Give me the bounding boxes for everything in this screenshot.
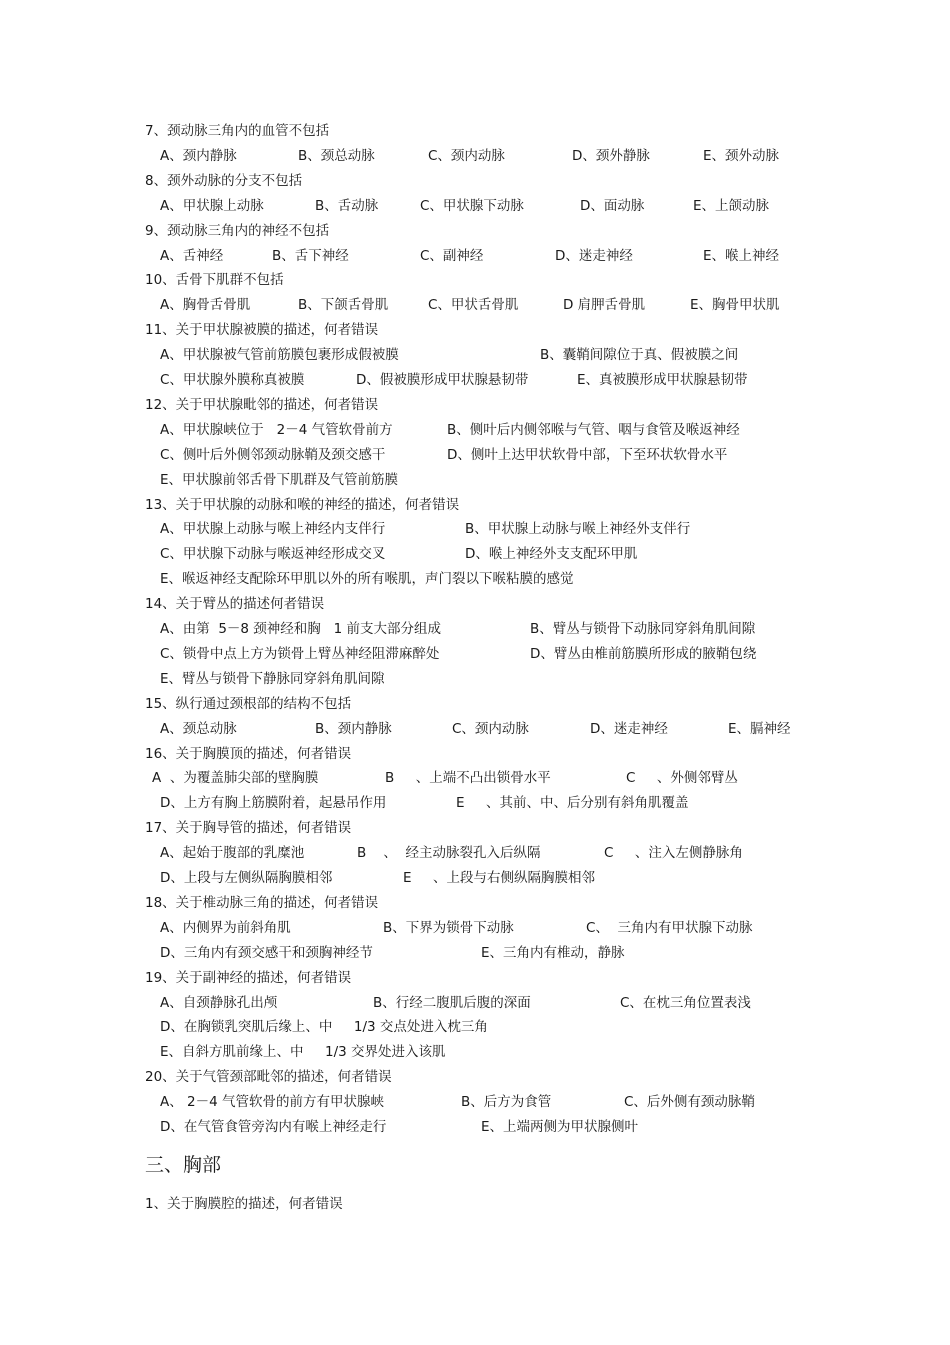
section-title: 三、胸部 [145, 1154, 222, 1176]
question-stem: 12、关于甲状腺毗邻的描述，何者错误 [145, 396, 379, 413]
answer-option: E、喉返神经支配除环甲肌以外的所有喉肌，声门裂以下喉粘膜的感觉 [160, 571, 574, 588]
answer-option: A、甲状腺峡位于 2－4 气管软骨前方 [160, 421, 393, 438]
answer-option: D、三角内有颈交感干和颈胸神经节 [160, 944, 373, 961]
answer-option: B、舌下神经 [272, 247, 349, 264]
answer-option: B 、 经主动脉裂孔入后纵隔 [357, 845, 541, 862]
answer-option: A、自颈静脉孔出颅 [160, 994, 278, 1011]
answer-option: E、自斜方肌前缘上、中 1/3 交界处进入该肌 [160, 1044, 446, 1061]
answer-option: C 、外侧邻臂丛 [626, 770, 738, 787]
answer-option: E 、其前、中、后分别有斜角肌覆盖 [456, 795, 689, 812]
answer-option: B、下颌舌骨肌 [298, 297, 389, 314]
answer-option: B、颈内静脉 [315, 720, 392, 737]
answer-option: B 、上端不凸出锁骨水平 [385, 770, 551, 787]
answer-option: B、后方为食管 [461, 1094, 552, 1111]
question-stem: 16、关于胸膜顶的描述，何者错误 [145, 745, 352, 762]
answer-option: D、在胸锁乳突肌后缘上、中 1/3 交点处进入枕三角 [160, 1019, 488, 1036]
answer-option: A、胸骨舌骨肌 [160, 297, 251, 314]
answer-option: C、侧叶后外侧邻颈动脉鞘及颈交感干 [160, 446, 386, 463]
answer-option: B、臂丛与锁骨下动脉同穿斜角肌间隙 [530, 621, 756, 637]
question-stem: 18、关于椎动脉三角的描述，何者错误 [145, 894, 379, 911]
answer-option: C、颈内动脉 [428, 147, 505, 164]
answer-option: A、甲状腺被气管前筋膜包裹形成假被膜 [160, 347, 399, 364]
answer-option: E、真被膜形成甲状腺悬韧带 [577, 372, 748, 388]
answer-option: E、喉上神经 [703, 247, 780, 264]
answer-option: D、侧叶上达甲状软骨中部，下至环状软骨水平 [447, 446, 728, 463]
answer-option: D、上方有胸上筋膜附着，起悬吊作用 [160, 795, 387, 812]
answer-option: B、甲状腺上动脉与喉上神经外支伴行 [465, 521, 691, 538]
answer-option: B、颈总动脉 [298, 147, 375, 164]
answer-option: D、喉上神经外支支配环甲肌 [465, 546, 638, 563]
question-stem: 13、关于甲状腺的动脉和喉的神经的描述，何者错误 [145, 496, 460, 513]
answer-option: E、臂丛与锁骨下静脉同穿斜角肌间隙 [160, 670, 385, 687]
answer-option: A 、为覆盖肺尖部的壁胸膜 [152, 770, 319, 787]
answer-option: C、甲状腺外膜称真被膜 [160, 372, 305, 388]
answer-option: D、在气管食管旁沟内有喉上神经走行 [160, 1119, 387, 1135]
answer-option: A、 2－4 气管软骨的前方有甲状腺峡 [160, 1094, 384, 1111]
answer-option: B、侧叶后内侧邻喉与气管、咽与食管及喉返神经 [447, 421, 740, 438]
question-stem: 7、颈动脉三角内的血管不包括 [145, 123, 330, 139]
answer-option: C、甲状腺下动脉与喉返神经形成交叉 [160, 546, 386, 563]
answer-option: A、由第 5－8 颈神经和胸 1 前支大部分组成 [160, 621, 442, 637]
answer-option: C、甲状舌骨肌 [428, 297, 519, 314]
answer-option: C、颈内动脉 [452, 720, 529, 737]
answer-option: E、上端两侧为甲状腺侧叶 [481, 1119, 639, 1135]
answer-option: D、面动脉 [580, 197, 645, 214]
answer-option: A、起始于腹部的乳糜池 [160, 845, 305, 862]
answer-option: D、颈外静脉 [572, 147, 650, 164]
question-stem: 20、关于气管颈部毗邻的描述，何者错误 [145, 1069, 392, 1086]
question-stem: 14、关于臂丛的描述何者错误 [145, 596, 325, 613]
answer-option: C、 三角内有甲状腺下动脉 [586, 919, 753, 936]
answer-option: E、胸骨甲状肌 [690, 297, 780, 314]
answer-option: A、舌神经 [160, 247, 224, 264]
answer-option: C、锁骨中点上方为锁骨上臂丛神经阻滞麻醉处 [160, 645, 440, 662]
answer-option: B、舌动脉 [315, 197, 379, 214]
question-stem: 8、颈外动脉的分支不包括 [145, 172, 303, 189]
answer-option: B、行经二腹肌后腹的深面 [373, 994, 531, 1011]
answer-option: A、内侧界为前斜角肌 [160, 919, 291, 936]
answer-option: D、迷走神经 [555, 247, 633, 264]
question-stem: 11、关于甲状腺被膜的描述，何者错误 [145, 322, 379, 339]
answer-option: A、颈总动脉 [160, 720, 237, 737]
answer-option: E、膈神经 [728, 720, 791, 737]
answer-option: C 、注入左侧静脉角 [604, 845, 743, 862]
answer-option: D、迷走神经 [590, 720, 668, 737]
answer-option: C、副神经 [420, 247, 484, 264]
answer-option: E 、上段与右侧纵隔胸膜相邻 [403, 870, 595, 886]
answer-option: D、假被膜形成甲状腺悬韧带 [356, 372, 529, 388]
question-stem: 15、纵行通过颈根部的结构不包括 [145, 695, 352, 712]
answer-option: D 肩胛舌骨肌 [563, 297, 646, 314]
answer-option: B、囊鞘间隙位于真、假被膜之间 [540, 347, 739, 364]
question-stem: 17、关于胸导管的描述，何者错误 [145, 820, 352, 837]
question-stem: 10、舌骨下肌群不包括 [145, 272, 284, 289]
answer-option: E、上颌动脉 [693, 197, 770, 214]
question-stem: 9、颈动脉三角内的神经不包括 [145, 222, 330, 239]
answer-option: A、甲状腺上动脉与喉上神经内支伴行 [160, 521, 386, 538]
answer-option: E、甲状腺前邻舌骨下肌群及气管前筋膜 [160, 471, 399, 488]
question-stem: 1、关于胸膜腔的描述，何者错误 [145, 1196, 343, 1212]
answer-option: A、颈内静脉 [160, 147, 237, 164]
answer-option: C、后外侧有颈动脉鞘 [624, 1094, 755, 1111]
answer-option: A、甲状腺上动脉 [160, 197, 264, 214]
answer-option: E、三角内有椎动，静脉 [481, 944, 625, 961]
answer-option: D、臂丛由椎前筋膜所形成的腋鞘包绕 [530, 645, 757, 662]
answer-option: B、下界为锁骨下动脉 [383, 919, 514, 936]
answer-option: E、颈外动脉 [703, 147, 780, 164]
question-stem: 19、关于副神经的描述，何者错误 [145, 969, 352, 986]
answer-option: C、在枕三角位置表浅 [620, 994, 751, 1011]
answer-option: D、上段与左侧纵隔胸膜相邻 [160, 870, 333, 886]
answer-option: C、甲状腺下动脉 [420, 197, 524, 214]
